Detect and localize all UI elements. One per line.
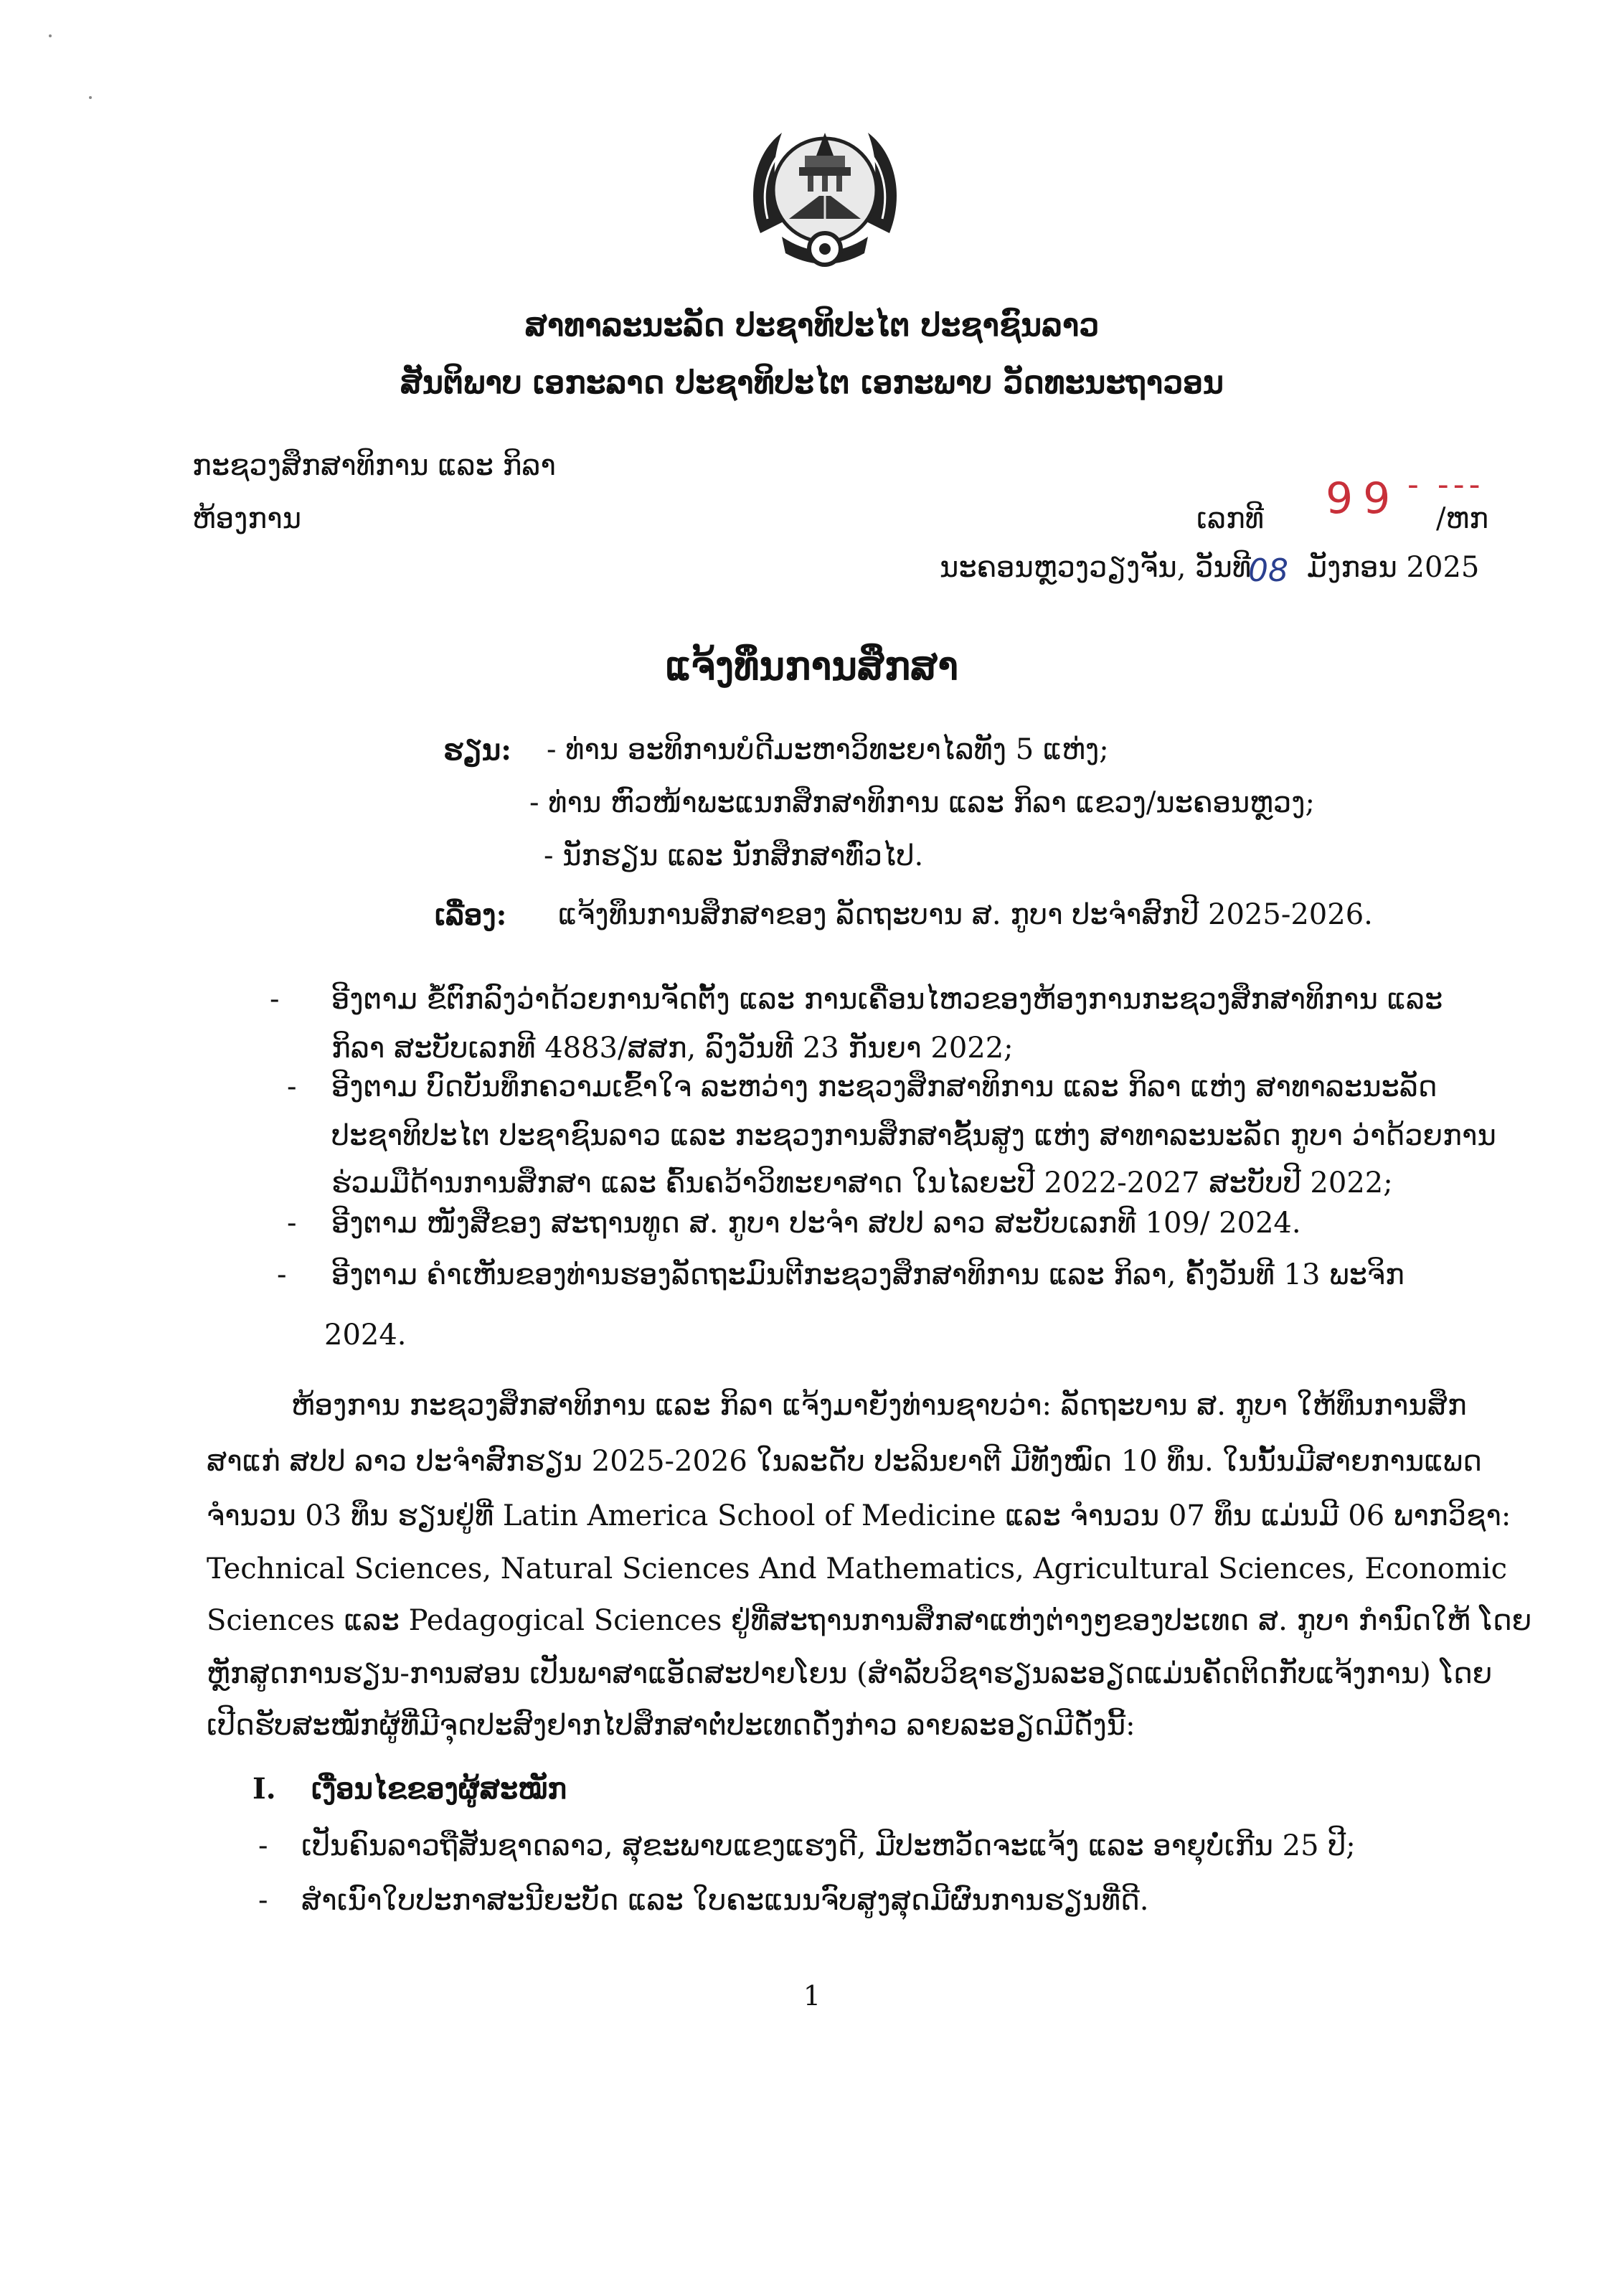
reference-line: ອີງຕາມ ຄຳເຫັນຂອງທ່ານຮອງລັດຖະມົນຕີກະຊວງສຶກສາທິການ ແລະ ກິລາ, ຄັ້ງວັນທີ 13 ພະຈິກ <box>331 1258 1405 1291</box>
office-name: ຫ້ອງການ <box>192 502 302 535</box>
dateline-suffix: ມັງກອນ 2025 <box>1307 551 1480 584</box>
dateline-prefix: ນະຄອນຫຼວງວຽງຈັນ, ວັນທີ <box>940 551 1252 584</box>
body-line: ຫ້ອງການ ກະຊວງສຶກສາທິການ ແລະ ກິລາ ແຈ້ງມາຍັງທ່ານຊາບວ່າ: ລັດຖະບານ ສ. ກູບາ ໃຫ້ທຶນການສຶກ <box>291 1389 1467 1422</box>
section-item: ສຳເນົາໃບປະກາສະນີຍະບັດ ແລະ ໃບຄະແນນຈົບສູງສຸດມີຜົນການຮຽນທີ່ດີ. <box>301 1884 1149 1917</box>
document-title: ແຈ້ງທຶນການສຶກສາ <box>665 643 959 689</box>
scan-speck <box>49 34 52 37</box>
country-name-line: ສາທາລະນະລັດ ປະຊາທິປະໄຕ ປະຊາຊົນລາວ <box>524 307 1100 344</box>
reference-line: ອີງຕາມ ຂໍ້ຕົກລົງວ່າດ້ວຍການຈັດຕັ້ງ ແລະ ການເຄື່ອນໄຫວຂອງຫ້ອງການກະຊວງສຶກສາທິການ ແລະ <box>331 983 1443 1016</box>
section-number: I. <box>252 1772 276 1806</box>
recipient-item: - ທ່ານ ອະທິການບໍດີມະຫາວິທະຍາໄລທັງ 5 ແຫ່ງ; <box>547 733 1109 766</box>
body-line: Technical Sciences, Natural Sciences And Mathematics, Agricultural Sciences, Economic <box>207 1552 1507 1585</box>
section-heading: ເງື່ອນໄຂຂອງຜູ້ສະໝັກ <box>311 1772 567 1806</box>
body-line: ສາແກ່ ສປປ ລາວ ປະຈຳສົກຮຽນ 2025-2026 ໃນລະດັບ ປະລິນຍາຕີ ມີທັງໝົດ 10 ທຶນ. ໃນນັ້ນມີສາຍການແພດ <box>207 1445 1482 1478</box>
scan-speck <box>89 96 92 99</box>
reference-dash: - <box>287 1070 297 1103</box>
subject-text: ແຈ້ງທຶນການສຶກສາຂອງ ລັດຖະບານ ສ. ກູບາ ປະຈຳສົກປີ 2025-2026. <box>558 898 1373 931</box>
reference-line: ປະຊາທິປະໄຕ ປະຊາຊົນລາວ ແລະ ກະຊວງການສຶກສາຊັ້ນສູງ ແຫ່ງ ສາທາລະນະລັດ ກູບາ ວ່າດ້ວຍການ <box>331 1119 1496 1152</box>
reference-label: ເລກທີ <box>1196 502 1265 535</box>
reference-dash: - <box>277 1258 287 1291</box>
reference-line: ອີງຕາມ ໜັງສືຂອງ ສະຖານທູດ ສ. ກູບາ ປະຈຳ ສປປ ລາວ ສະບັບເລກທີ 109/ 2024. <box>331 1207 1301 1240</box>
reference-suffix: /ຫກ <box>1436 502 1489 535</box>
reference-dashes: - --- <box>1407 466 1485 503</box>
lao-national-emblem <box>739 111 911 276</box>
national-motto-line: ສັນຕິພາບ ເອກະລາດ ປະຊາທິປະໄຕ ເອກະພາບ ວັດທະນະຖາວອນ <box>400 364 1224 401</box>
section-item-dash: - <box>258 1829 268 1862</box>
reference-number-handwritten: 99 <box>1326 473 1401 524</box>
body-line: ຫຼັກສູດການຮຽນ-ການສອນ ເປັນພາສາແອັດສະປາຍໂຍນ (ສຳລັບວິຊາຮຽນລະອຽດແມ່ນຄັດຕິດກັບແຈ້ງການ) ໂດຍ <box>207 1657 1493 1690</box>
recipient-item: - ນັກຮຽນ ແລະ ນັກສຶກສາທົ່ວໄປ. <box>544 839 924 872</box>
reference-dash: - <box>287 1207 297 1240</box>
ministry-name: ກະຊວງສຶກສາທິການ ແລະ ກິລາ <box>192 449 556 482</box>
recipients-label: ຮຽນ: <box>443 733 511 767</box>
body-line: ຈຳນວນ 03 ທຶນ ຮຽນຢູ່ທີ່ Latin America School of Medicine ແລະ ຈຳນວນ 07 ທຶນ ແມ່ນມີ 06 ພາກວິຊາ: <box>207 1499 1511 1532</box>
reference-line: ຮ່ວມມືດ້ານການສຶກສາ ແລະ ຄົ້ນຄວ້າວິທະຍາສາດ ໃນໄລຍະປີ 2022-2027 ສະບັບປີ 2022; <box>331 1166 1393 1199</box>
recipient-item: - ທ່ານ ຫົວໜ້າພະແນກສຶກສາທິການ ແລະ ກິລາ ແຂວງ/ນະຄອນຫຼວງ; <box>529 786 1315 819</box>
body-line: Sciences ແລະ Pedagogical Sciences ຢູ່ທີ່ສະຖານການສຶກສາແຫ່ງຕ່າງໆຂອງປະເທດ ສ. ກູບາ ກຳນົດໃຫ້ ໂດຍ <box>207 1604 1532 1637</box>
reference-line: ກິລາ ສະບັບເລກທີ 4883/ສສກ, ລົງວັນທີ 23 ກັນຍາ 2022; <box>331 1032 1014 1065</box>
reference-dash: - <box>270 983 280 1016</box>
subject-label: ເລື່ອງ: <box>435 898 507 932</box>
page-number: 1 <box>803 1980 821 2012</box>
reference-line: ອີງຕາມ ບົດບັນທຶກຄວາມເຂົ້າໃຈ ລະຫວ່າງ ກະຊວງສຶກສາທິການ ແລະ ກິລາ ແຫ່ງ ສາທາລະນະລັດ <box>331 1070 1437 1103</box>
dateline-day-handwritten: 08 <box>1248 552 1288 589</box>
body-line: ເປີດຮັບສະໝັກຜູ້ທີ່ມີຈຸດປະສົງຢາກໄປສຶກສາຕໍ່ປະເທດດັ່ງກ່າວ ລາຍລະອຽດມີດັ່ງນີ້: <box>207 1709 1136 1742</box>
section-item: ເປັນຄົນລາວຖືສັນຊາດລາວ, ສຸຂະພາບແຂງແຮງດີ, ມີປະຫວັດຈະແຈ້ງ ແລະ ອາຍຸບໍ່ເກີນ 25 ປີ; <box>301 1829 1356 1862</box>
reference-line: 2024. <box>324 1319 407 1352</box>
section-item-dash: - <box>258 1884 268 1917</box>
